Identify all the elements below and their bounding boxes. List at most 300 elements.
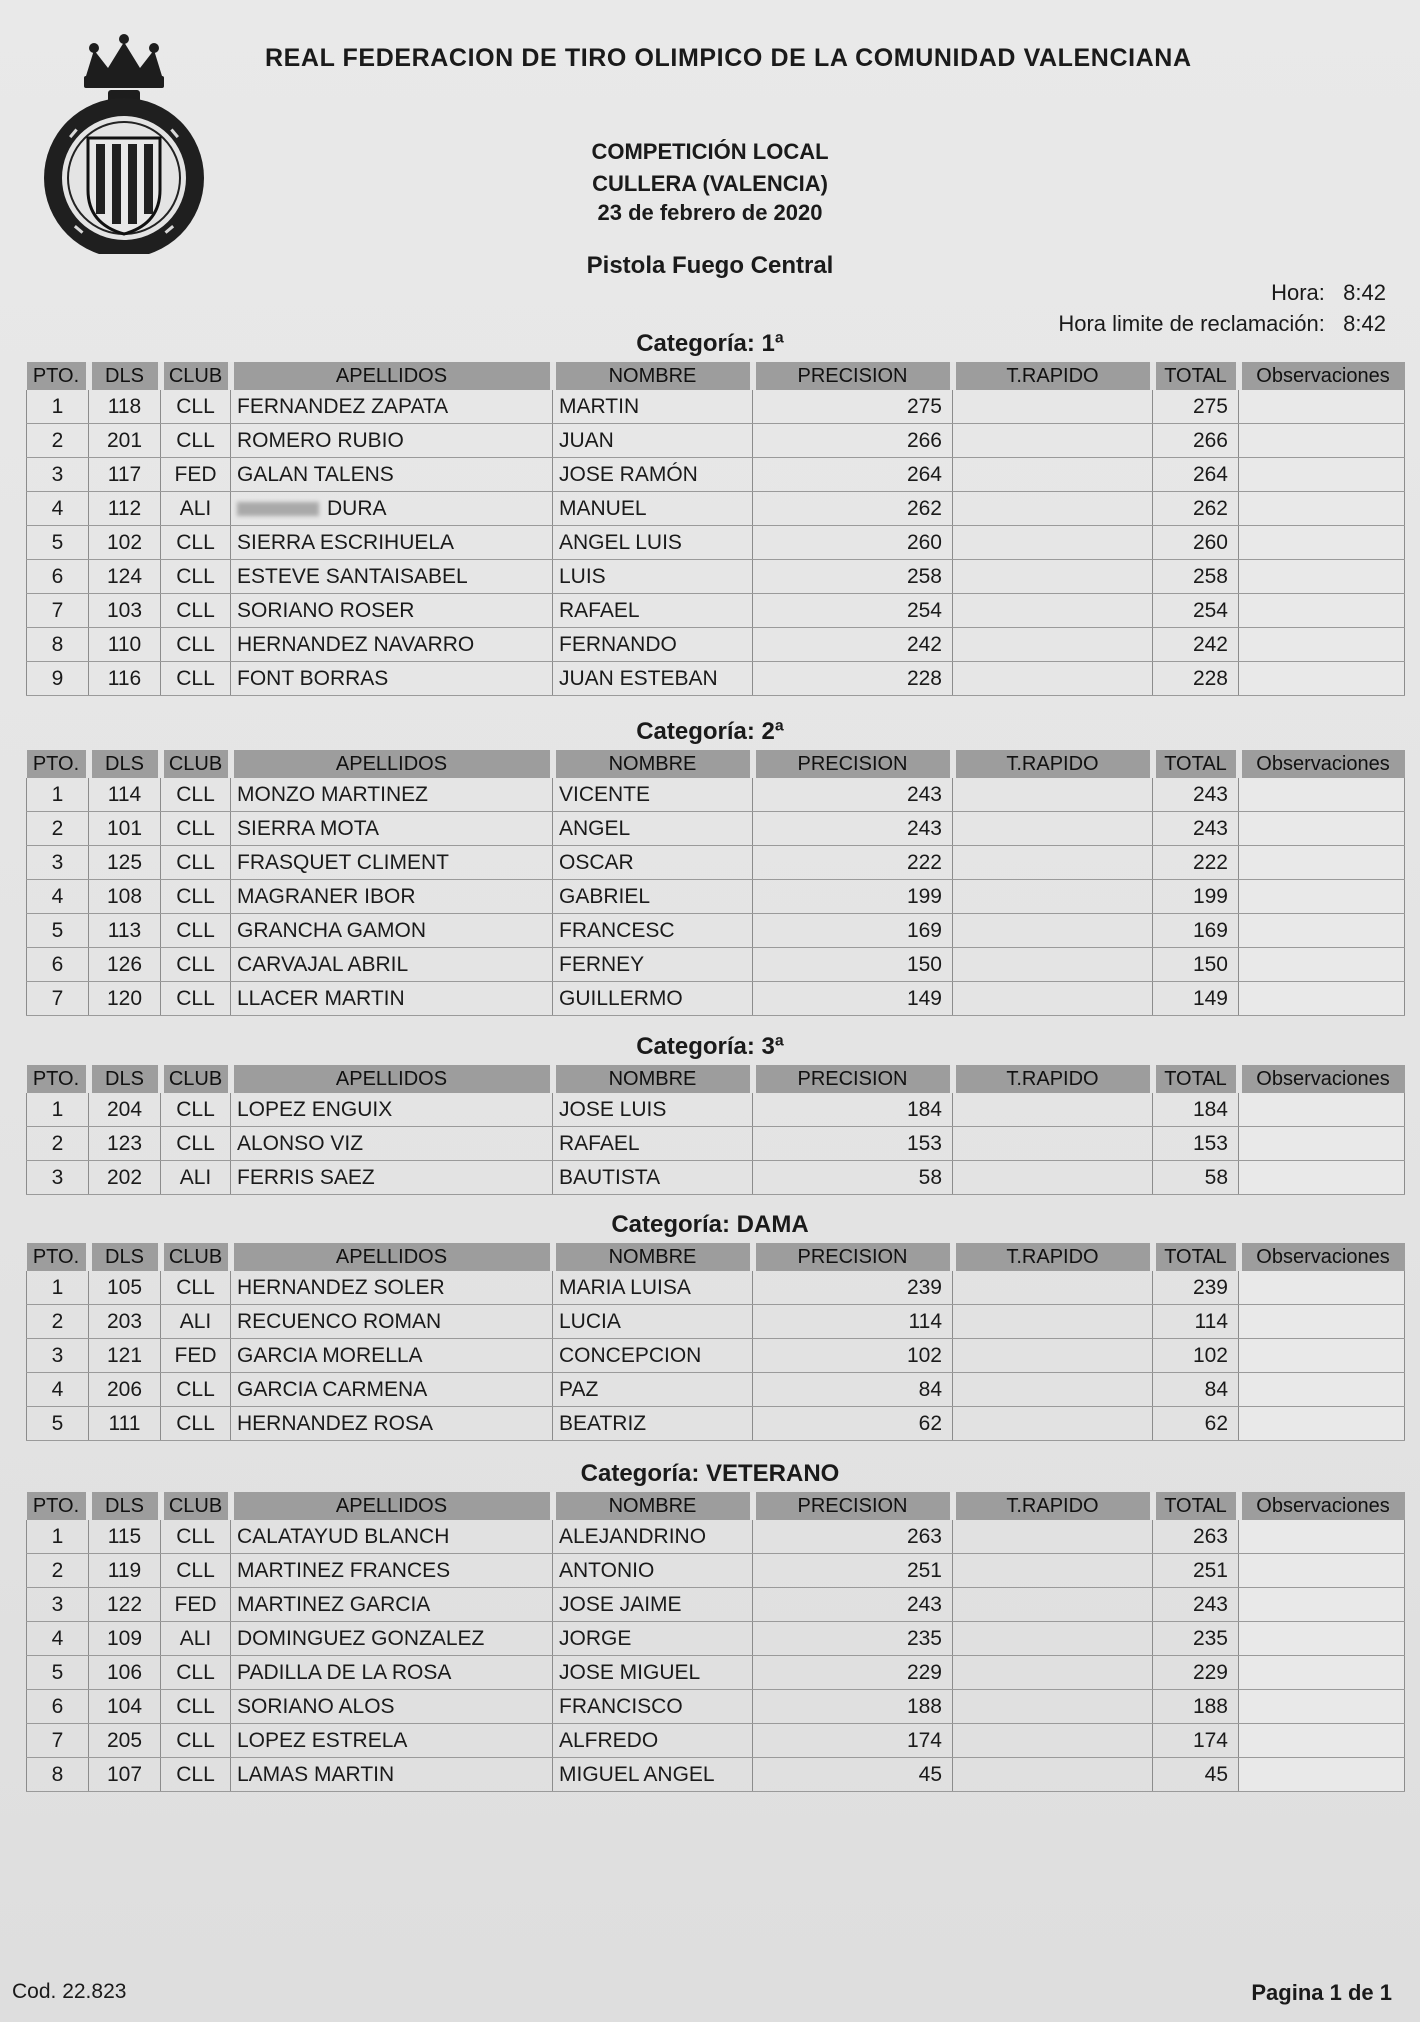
- cell-pto: 1: [27, 778, 89, 812]
- cell-dls: 111: [89, 1407, 161, 1441]
- competition-location: CULLERA (VALENCIA): [592, 171, 828, 196]
- cell-nombre: JOSE RAMÓN: [553, 458, 753, 492]
- cell-nombre: FRANCISCO: [553, 1690, 753, 1724]
- column-header-club: CLUB: [161, 1243, 231, 1271]
- cell-total: 188: [1153, 1690, 1239, 1724]
- cell-total: 243: [1153, 778, 1239, 812]
- column-header-rapido: T.RAPIDO: [953, 750, 1153, 778]
- cell-precision: 258: [753, 560, 953, 594]
- cell-nombre: FERNANDO: [553, 628, 753, 662]
- cell-precision: 58: [753, 1161, 953, 1195]
- column-header-precision: PRECISION: [753, 1065, 953, 1093]
- table-row: [27, 1407, 1405, 1441]
- table-row: [27, 594, 1405, 628]
- cell-nombre: JORGE: [553, 1622, 753, 1656]
- cell-apellidos: LOPEZ ESTRELA: [231, 1724, 553, 1758]
- column-header-nombre: NOMBRE: [553, 362, 753, 390]
- cell-total: 242: [1153, 628, 1239, 662]
- cell-obs: [1239, 1520, 1405, 1554]
- table-row: [27, 778, 1405, 812]
- cell-pto: 2: [27, 1554, 89, 1588]
- cell-pto: 4: [27, 1373, 89, 1407]
- column-header-apellidos: APELLIDOS: [231, 1492, 553, 1520]
- cell-apellidos: RECUENCO ROMAN: [231, 1305, 553, 1339]
- cell-precision: 114: [753, 1305, 953, 1339]
- cell-rapido: [953, 662, 1153, 696]
- cell-club: FED: [161, 458, 231, 492]
- results-table: [26, 1065, 1405, 1195]
- cell-total: 254: [1153, 594, 1239, 628]
- cell-club: ALI: [161, 1622, 231, 1656]
- column-header-nombre: NOMBRE: [553, 1065, 753, 1093]
- column-header-precision: PRECISION: [753, 1243, 953, 1271]
- surname-text: DURA: [327, 496, 387, 520]
- table-row: [27, 846, 1405, 880]
- cell-obs: [1239, 458, 1405, 492]
- cell-pto: 2: [27, 1127, 89, 1161]
- cell-apellidos: LLACER MARTIN: [231, 982, 553, 1016]
- cell-club: CLL: [161, 778, 231, 812]
- cell-precision: 184: [753, 1093, 953, 1127]
- cell-nombre: LUCIA: [553, 1305, 753, 1339]
- cell-apellidos: DOMINGUEZ GONZALEZ: [231, 1622, 553, 1656]
- cell-precision: 169: [753, 914, 953, 948]
- cell-precision: 150: [753, 948, 953, 982]
- cell-nombre: JOSE MIGUEL: [553, 1656, 753, 1690]
- cell-total: 266: [1153, 424, 1239, 458]
- claim-deadline-label: Hora limite de reclamación:: [1058, 311, 1325, 336]
- cell-rapido: [953, 1339, 1153, 1373]
- cell-pto: 1: [27, 1271, 89, 1305]
- cell-apellidos: SIERRA MOTA: [231, 812, 553, 846]
- column-header-club: CLUB: [161, 362, 231, 390]
- cell-apellidos: MARTINEZ GARCIA: [231, 1588, 553, 1622]
- cell-obs: [1239, 982, 1405, 1016]
- column-header-total: TOTAL: [1153, 362, 1239, 390]
- column-header-club: CLUB: [161, 1492, 231, 1520]
- cell-total: 243: [1153, 812, 1239, 846]
- cell-dls: 124: [89, 560, 161, 594]
- cell-club: FED: [161, 1588, 231, 1622]
- cell-apellidos: SORIANO ROSER: [231, 594, 553, 628]
- table-row: [27, 1373, 1405, 1407]
- cell-rapido: [953, 1161, 1153, 1195]
- cell-total: 45: [1153, 1758, 1239, 1792]
- cell-pto: 2: [27, 812, 89, 846]
- table-row: [27, 424, 1405, 458]
- cell-apellidos: GALAN TALENS: [231, 458, 553, 492]
- cell-dls: 203: [89, 1305, 161, 1339]
- cell-club: CLL: [161, 1656, 231, 1690]
- cell-club: CLL: [161, 1690, 231, 1724]
- cell-rapido: [953, 390, 1153, 424]
- cell-obs: [1239, 778, 1405, 812]
- page-indicator: Pagina 1 de 1: [1251, 1980, 1392, 2005]
- cell-obs: [1239, 560, 1405, 594]
- cell-rapido: [953, 812, 1153, 846]
- cell-club: CLL: [161, 914, 231, 948]
- cell-obs: [1239, 628, 1405, 662]
- cell-precision: 235: [753, 1622, 953, 1656]
- cell-total: 150: [1153, 948, 1239, 982]
- cell-dls: 113: [89, 914, 161, 948]
- cell-total: 229: [1153, 1656, 1239, 1690]
- cell-nombre: RAFAEL: [553, 1127, 753, 1161]
- column-header-club: CLUB: [161, 750, 231, 778]
- cell-club: CLL: [161, 1127, 231, 1161]
- cell-pto: 1: [27, 390, 89, 424]
- cell-nombre: FRANCESC: [553, 914, 753, 948]
- table-header-row: [27, 1492, 1405, 1520]
- cell-dls: 102: [89, 526, 161, 560]
- column-header-pto: PTO.: [27, 1065, 89, 1093]
- cell-dls: 120: [89, 982, 161, 1016]
- column-header-precision: PRECISION: [753, 750, 953, 778]
- table-row: [27, 1554, 1405, 1588]
- cell-rapido: [953, 1588, 1153, 1622]
- cell-obs: [1239, 390, 1405, 424]
- cell-pto: 4: [27, 880, 89, 914]
- column-header-apellidos: APELLIDOS: [231, 750, 553, 778]
- cell-club: CLL: [161, 982, 231, 1016]
- column-header-rapido: T.RAPIDO: [953, 1492, 1153, 1520]
- cell-obs: [1239, 594, 1405, 628]
- column-header-nombre: NOMBRE: [553, 1243, 753, 1271]
- cell-precision: 251: [753, 1554, 953, 1588]
- competition-heading: [430, 136, 990, 200]
- cell-obs: [1239, 1656, 1405, 1690]
- cell-total: 235: [1153, 1622, 1239, 1656]
- cell-apellidos: FERRIS SAEZ: [231, 1161, 553, 1195]
- cell-apellidos: GARCIA CARMENA: [231, 1373, 553, 1407]
- cell-pto: 3: [27, 1588, 89, 1622]
- cell-pto: 7: [27, 1724, 89, 1758]
- cell-rapido: [953, 1373, 1153, 1407]
- column-header-rapido: T.RAPIDO: [953, 1065, 1153, 1093]
- cell-precision: 153: [753, 1127, 953, 1161]
- table-row: [27, 492, 1405, 526]
- cell-club: CLL: [161, 1724, 231, 1758]
- competition-date: 23 de febrero de 2020: [597, 200, 823, 225]
- column-header-precision: PRECISION: [753, 1492, 953, 1520]
- cell-precision: 275: [753, 390, 953, 424]
- cell-pto: 3: [27, 1161, 89, 1195]
- cell-rapido: [953, 594, 1153, 628]
- cell-nombre: FERNEY: [553, 948, 753, 982]
- cell-club: CLL: [161, 560, 231, 594]
- cell-total: 222: [1153, 846, 1239, 880]
- federation-emblem-icon: [38, 28, 210, 254]
- cell-nombre: PAZ: [553, 1373, 753, 1407]
- cell-obs: [1239, 812, 1405, 846]
- cell-obs: [1239, 1271, 1405, 1305]
- cell-pto: 5: [27, 1656, 89, 1690]
- cell-pto: 5: [27, 1407, 89, 1441]
- time-label: Hora:: [1271, 280, 1325, 305]
- cell-apellidos: SIERRA ESCRIHUELA: [231, 526, 553, 560]
- cell-nombre: GABRIEL: [553, 880, 753, 914]
- cell-rapido: [953, 526, 1153, 560]
- cell-pto: 1: [27, 1520, 89, 1554]
- column-header-apellidos: APELLIDOS: [231, 1243, 553, 1271]
- cell-nombre: ALFREDO: [553, 1724, 753, 1758]
- table-row: [27, 390, 1405, 424]
- cell-obs: [1239, 1622, 1405, 1656]
- cell-apellidos: MONZO MARTINEZ: [231, 778, 553, 812]
- cell-club: CLL: [161, 1093, 231, 1127]
- competition-type: COMPETICIÓN LOCAL: [591, 139, 829, 164]
- column-header-pto: PTO.: [27, 750, 89, 778]
- cell-pto: 6: [27, 560, 89, 594]
- column-header-nombre: NOMBRE: [553, 750, 753, 778]
- cell-pto: 2: [27, 1305, 89, 1339]
- cell-precision: 264: [753, 458, 953, 492]
- cell-total: 263: [1153, 1520, 1239, 1554]
- cell-pto: 8: [27, 1758, 89, 1792]
- column-header-obs: Observaciones: [1239, 750, 1405, 778]
- cell-dls: 204: [89, 1093, 161, 1127]
- column-header-total: TOTAL: [1153, 1065, 1239, 1093]
- cell-nombre: ANGEL LUIS: [553, 526, 753, 560]
- cell-total: 251: [1153, 1554, 1239, 1588]
- cell-rapido: [953, 1690, 1153, 1724]
- federation-title: REAL FEDERACION DE TIRO OLIMPICO DE LA COMUNIDAD VALENCIANA: [265, 44, 1192, 72]
- cell-nombre: MANUEL: [553, 492, 753, 526]
- cell-total: 258: [1153, 560, 1239, 594]
- column-header-precision: PRECISION: [753, 362, 953, 390]
- cell-obs: [1239, 424, 1405, 458]
- cell-obs: [1239, 846, 1405, 880]
- cell-dls: 107: [89, 1758, 161, 1792]
- cell-rapido: [953, 424, 1153, 458]
- cell-precision: 45: [753, 1758, 953, 1792]
- cell-nombre: BAUTISTA: [553, 1161, 753, 1195]
- cell-apellidos: ROMERO RUBIO: [231, 424, 553, 458]
- cell-rapido: [953, 914, 1153, 948]
- table-row: [27, 914, 1405, 948]
- cell-club: CLL: [161, 1520, 231, 1554]
- column-header-pto: PTO.: [27, 1492, 89, 1520]
- cell-total: 84: [1153, 1373, 1239, 1407]
- column-header-apellidos: APELLIDOS: [231, 1065, 553, 1093]
- cell-rapido: [953, 1520, 1153, 1554]
- cell-total: 262: [1153, 492, 1239, 526]
- cell-apellidos: PADILLA DE LA ROSA: [231, 1656, 553, 1690]
- cell-total: 174: [1153, 1724, 1239, 1758]
- cell-obs: [1239, 1554, 1405, 1588]
- cell-nombre: CONCEPCION: [553, 1339, 753, 1373]
- cell-apellidos: CALATAYUD BLANCH: [231, 1520, 553, 1554]
- cell-obs: [1239, 1690, 1405, 1724]
- cell-apellidos: LAMAS MARTIN: [231, 1758, 553, 1792]
- cell-rapido: [953, 880, 1153, 914]
- cell-pto: 3: [27, 458, 89, 492]
- column-header-dls: DLS: [89, 1065, 161, 1093]
- cell-obs: [1239, 914, 1405, 948]
- cell-club: FED: [161, 1339, 231, 1373]
- cell-club: CLL: [161, 948, 231, 982]
- cell-nombre: RAFAEL: [553, 594, 753, 628]
- table-row: [27, 1271, 1405, 1305]
- cell-total: 149: [1153, 982, 1239, 1016]
- cell-obs: [1239, 1127, 1405, 1161]
- column-header-dls: DLS: [89, 1243, 161, 1271]
- cell-precision: 102: [753, 1339, 953, 1373]
- event-name: Pistola Fuego Central: [586, 252, 834, 279]
- cell-club: CLL: [161, 1554, 231, 1588]
- cell-dls: 117: [89, 458, 161, 492]
- table-row: [27, 812, 1405, 846]
- cell-precision: 174: [753, 1724, 953, 1758]
- cell-precision: 229: [753, 1656, 953, 1690]
- cell-obs: [1239, 1758, 1405, 1792]
- cell-pto: 3: [27, 846, 89, 880]
- cell-club: CLL: [161, 812, 231, 846]
- cell-club: CLL: [161, 880, 231, 914]
- cell-total: 264: [1153, 458, 1239, 492]
- table-row: [27, 1520, 1405, 1554]
- cell-total: 102: [1153, 1339, 1239, 1373]
- cell-precision: 243: [753, 778, 953, 812]
- cell-obs: [1239, 526, 1405, 560]
- cell-total: 260: [1153, 526, 1239, 560]
- table-row: [27, 1093, 1405, 1127]
- cell-obs: [1239, 1724, 1405, 1758]
- cell-dls: 103: [89, 594, 161, 628]
- cell-precision: 242: [753, 628, 953, 662]
- table-row: [27, 526, 1405, 560]
- cell-club: CLL: [161, 390, 231, 424]
- cell-club: CLL: [161, 1407, 231, 1441]
- cell-precision: 266: [753, 424, 953, 458]
- cell-rapido: [953, 1407, 1153, 1441]
- cell-total: 62: [1153, 1407, 1239, 1441]
- table-row: [27, 560, 1405, 594]
- cell-dls: 104: [89, 1690, 161, 1724]
- table-row: [27, 1622, 1405, 1656]
- table-header-row: [27, 1065, 1405, 1093]
- cell-precision: 243: [753, 812, 953, 846]
- cell-obs: [1239, 880, 1405, 914]
- table-row: [27, 1690, 1405, 1724]
- cell-rapido: [953, 982, 1153, 1016]
- cell-apellidos: GRANCHA GAMON: [231, 914, 553, 948]
- cell-dls: 118: [89, 390, 161, 424]
- table-row: [27, 1161, 1405, 1195]
- table-row: [27, 1656, 1405, 1690]
- column-header-obs: Observaciones: [1239, 362, 1405, 390]
- column-header-obs: Observaciones: [1239, 1243, 1405, 1271]
- cell-nombre: ALEJANDRINO: [553, 1520, 753, 1554]
- cell-dls: 110: [89, 628, 161, 662]
- cell-rapido: [953, 1127, 1153, 1161]
- column-header-dls: DLS: [89, 1492, 161, 1520]
- table-header-row: [27, 750, 1405, 778]
- cell-nombre: ANTONIO: [553, 1554, 753, 1588]
- cell-dls: 112: [89, 492, 161, 526]
- cell-rapido: [953, 948, 1153, 982]
- cell-total: 243: [1153, 1588, 1239, 1622]
- cell-pto: 4: [27, 1622, 89, 1656]
- cell-pto: 5: [27, 914, 89, 948]
- cell-club: CLL: [161, 628, 231, 662]
- cell-obs: [1239, 662, 1405, 696]
- category-title: Categoría: 2ª: [636, 718, 784, 745]
- category-title: Categoría: DAMA: [611, 1211, 809, 1238]
- column-header-apellidos: APELLIDOS: [231, 362, 553, 390]
- cell-pto: 7: [27, 982, 89, 1016]
- cell-nombre: GUILLERMO: [553, 982, 753, 1016]
- cell-dls: 105: [89, 1271, 161, 1305]
- cell-precision: 199: [753, 880, 953, 914]
- cell-precision: 188: [753, 1690, 953, 1724]
- cell-dls: 114: [89, 778, 161, 812]
- cell-pto: 6: [27, 948, 89, 982]
- results-table: [26, 1492, 1405, 1792]
- column-header-pto: PTO.: [27, 362, 89, 390]
- column-header-nombre: NOMBRE: [553, 1492, 753, 1520]
- redacted-text-mark: [237, 502, 319, 516]
- column-header-total: TOTAL: [1153, 750, 1239, 778]
- table-row: [27, 1724, 1405, 1758]
- cell-nombre: JOSE JAIME: [553, 1588, 753, 1622]
- cell-dls: 109: [89, 1622, 161, 1656]
- cell-total: 153: [1153, 1127, 1239, 1161]
- cell-rapido: [953, 1093, 1153, 1127]
- cell-dls: 126: [89, 948, 161, 982]
- table-row: [27, 880, 1405, 914]
- cell-precision: 84: [753, 1373, 953, 1407]
- cell-dls: 202: [89, 1161, 161, 1195]
- cell-rapido: [953, 1305, 1153, 1339]
- cell-obs: [1239, 1339, 1405, 1373]
- cell-precision: 239: [753, 1271, 953, 1305]
- cell-total: 114: [1153, 1305, 1239, 1339]
- results-table: [26, 362, 1405, 696]
- cell-apellidos: CARVAJAL ABRIL: [231, 948, 553, 982]
- time-value: 8:42: [1343, 280, 1386, 305]
- cell-obs: [1239, 948, 1405, 982]
- cell-precision: 262: [753, 492, 953, 526]
- column-header-pto: PTO.: [27, 1243, 89, 1271]
- cell-total: 184: [1153, 1093, 1239, 1127]
- cell-total: 199: [1153, 880, 1239, 914]
- table-row: [27, 982, 1405, 1016]
- cell-obs: [1239, 1093, 1405, 1127]
- cell-dls: 115: [89, 1520, 161, 1554]
- column-header-obs: Observaciones: [1239, 1065, 1405, 1093]
- time-row: [1271, 280, 1386, 306]
- cell-precision: 222: [753, 846, 953, 880]
- cell-dls: 121: [89, 1339, 161, 1373]
- column-header-total: TOTAL: [1153, 1243, 1239, 1271]
- cell-nombre: JUAN: [553, 424, 753, 458]
- cell-dls: 106: [89, 1656, 161, 1690]
- table-header-row: [27, 362, 1405, 390]
- cell-apellidos: HERNANDEZ NAVARRO: [231, 628, 553, 662]
- cell-club: CLL: [161, 526, 231, 560]
- cell-pto: 3: [27, 1339, 89, 1373]
- cell-pto: 6: [27, 1690, 89, 1724]
- cell-rapido: [953, 778, 1153, 812]
- cell-obs: [1239, 1588, 1405, 1622]
- cell-nombre: JOSE LUIS: [553, 1093, 753, 1127]
- table-row: [27, 1339, 1405, 1373]
- cell-pto: 4: [27, 492, 89, 526]
- cell-club: CLL: [161, 424, 231, 458]
- cell-apellidos: HERNANDEZ SOLER: [231, 1271, 553, 1305]
- cell-dls: 123: [89, 1127, 161, 1161]
